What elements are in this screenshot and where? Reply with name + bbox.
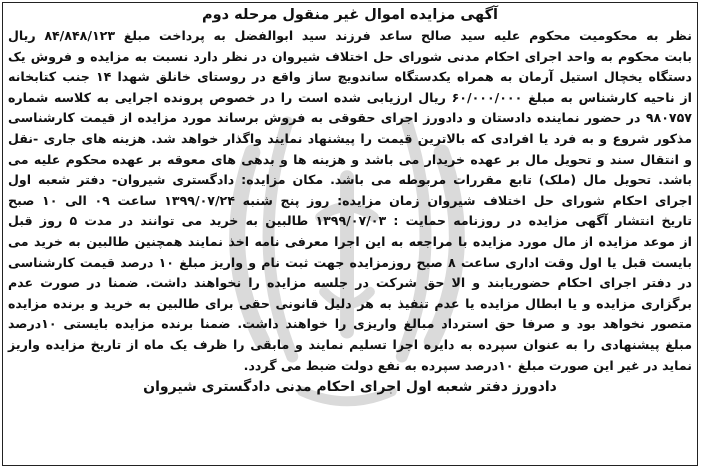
notice-line: مذکور شروع و به فرد یا افرادی که بالاترین قیمت را پیشنهاد نمایند واگذار خواهد شد. هزینه های جاری -نقل (8, 130, 692, 146)
notice-title: آگهی مزایده اموال غیر منقول مرحله دوم (202, 7, 498, 23)
notice-line: تاریخ انتشار آگهی مزایده در روزنامه حمایت : ۱۳۹۹/۰۷/۰۳ طالبین به خرید می توانند در مدت ۵ روز قبل (8, 213, 692, 229)
notice-line: دستگاه یخچال استیل آرمان به همراه یکدستگاه ساندویچ ساز واقع در روستای خانلق شهدا ۱۴ جنب کتابخانه (8, 69, 692, 85)
notice-line: ۹۸۰۷۵۷ در حضور نماینده دادستان و دادورز اجرای حقوقی به فروش برساند مورد مزایده از قیمت کارشناسی (8, 110, 692, 126)
notice-line: در دفتر اجرای احکام حضوریابند و الا حق شرکت در جلسه مزایده را نخواهند داشت. ضمنا در صورت عدم (8, 275, 692, 291)
notice-line: بایست قبل یا اول وقت اداری ساعت ۸ صبح روزمزایده جهت ثبت نام و واریز مبلغ ۱۰ درصد قیمت کارشناسی (8, 254, 693, 270)
auction-notice (2, 2, 698, 466)
notice-line: از موعد مزایده از مال مورد مزایده با مراجعه به این اجرا معرفی نامه اخذ نمایند همچنین طالبین به خرید می (8, 233, 692, 249)
notice-line: باشد. تحویل مال (ملک) تابع مقررات مربوطه می باشد. مکان مزایده: دادگستری شیروان- دفتر شعبه اول (8, 172, 692, 188)
notice-line: بابت محکوم به واحد اجرای احکام مدنی شورای حل اختلاف شیروان در نظر دارد نسبت به مزایده و فروش یک (8, 48, 692, 64)
notice-line: متصور نخواهد بود و صرفا حق استرداد مبالغ واریزی را خواهند داشت. ضمنا برنده مزایده بایستی ۱۰درصد (8, 316, 692, 332)
notice-line: نظر به محکومیت محکوم علیه سید صالح ساعد فرزند سید ابوالفضل به پرداخت مبلغ ۸۴/۸۴۸/۱۲۳ ریال (8, 28, 692, 43)
notice-line: مبلغ پیشنهادی را به عنوان سپرده به دایره اجرا تسلیم نمایند و مابقی را ظرف یک ماه از تاریخ مزایده واریز (8, 336, 692, 352)
signature: دادورز دفتر شعبه اول اجرای احکام مدنی دادگستری شیروان (143, 379, 557, 396)
notice-line: نماید در غیر این صورت مبلغ ۱۰درصد سپرده به نفع دولت ضبط می گردد. (243, 357, 692, 373)
notice-line: و انتقال سند و تحویل مال بر عهده خریدار می باشد و هزینه ها و بدهی های معوقه بر عهده محکوم علیه می (8, 151, 692, 167)
notice-line: اجرای احکام شورای حل اختلاف شیروان زمان مزایده: روز پنج شنبه ۱۳۹۹/۰۷/۲۴ ساعت ۰۹ الی ۱۰ صبح (8, 192, 692, 208)
notice-body (3, 26, 697, 376)
notice-line: از ناحیه کارشناس به مبلغ ۶۰/۰۰۰/۰۰۰ ریال ارزیابی شده است را در خصوص پرونده اجرایی به کلاسه شماره (8, 89, 692, 105)
notice-line: برگزاری مزایده و یا ابطال مزایده یا عدم تنفیذ به هر دلیل قانونی حقی برای طالبین به خرید و برنده مزایده (8, 295, 692, 311)
